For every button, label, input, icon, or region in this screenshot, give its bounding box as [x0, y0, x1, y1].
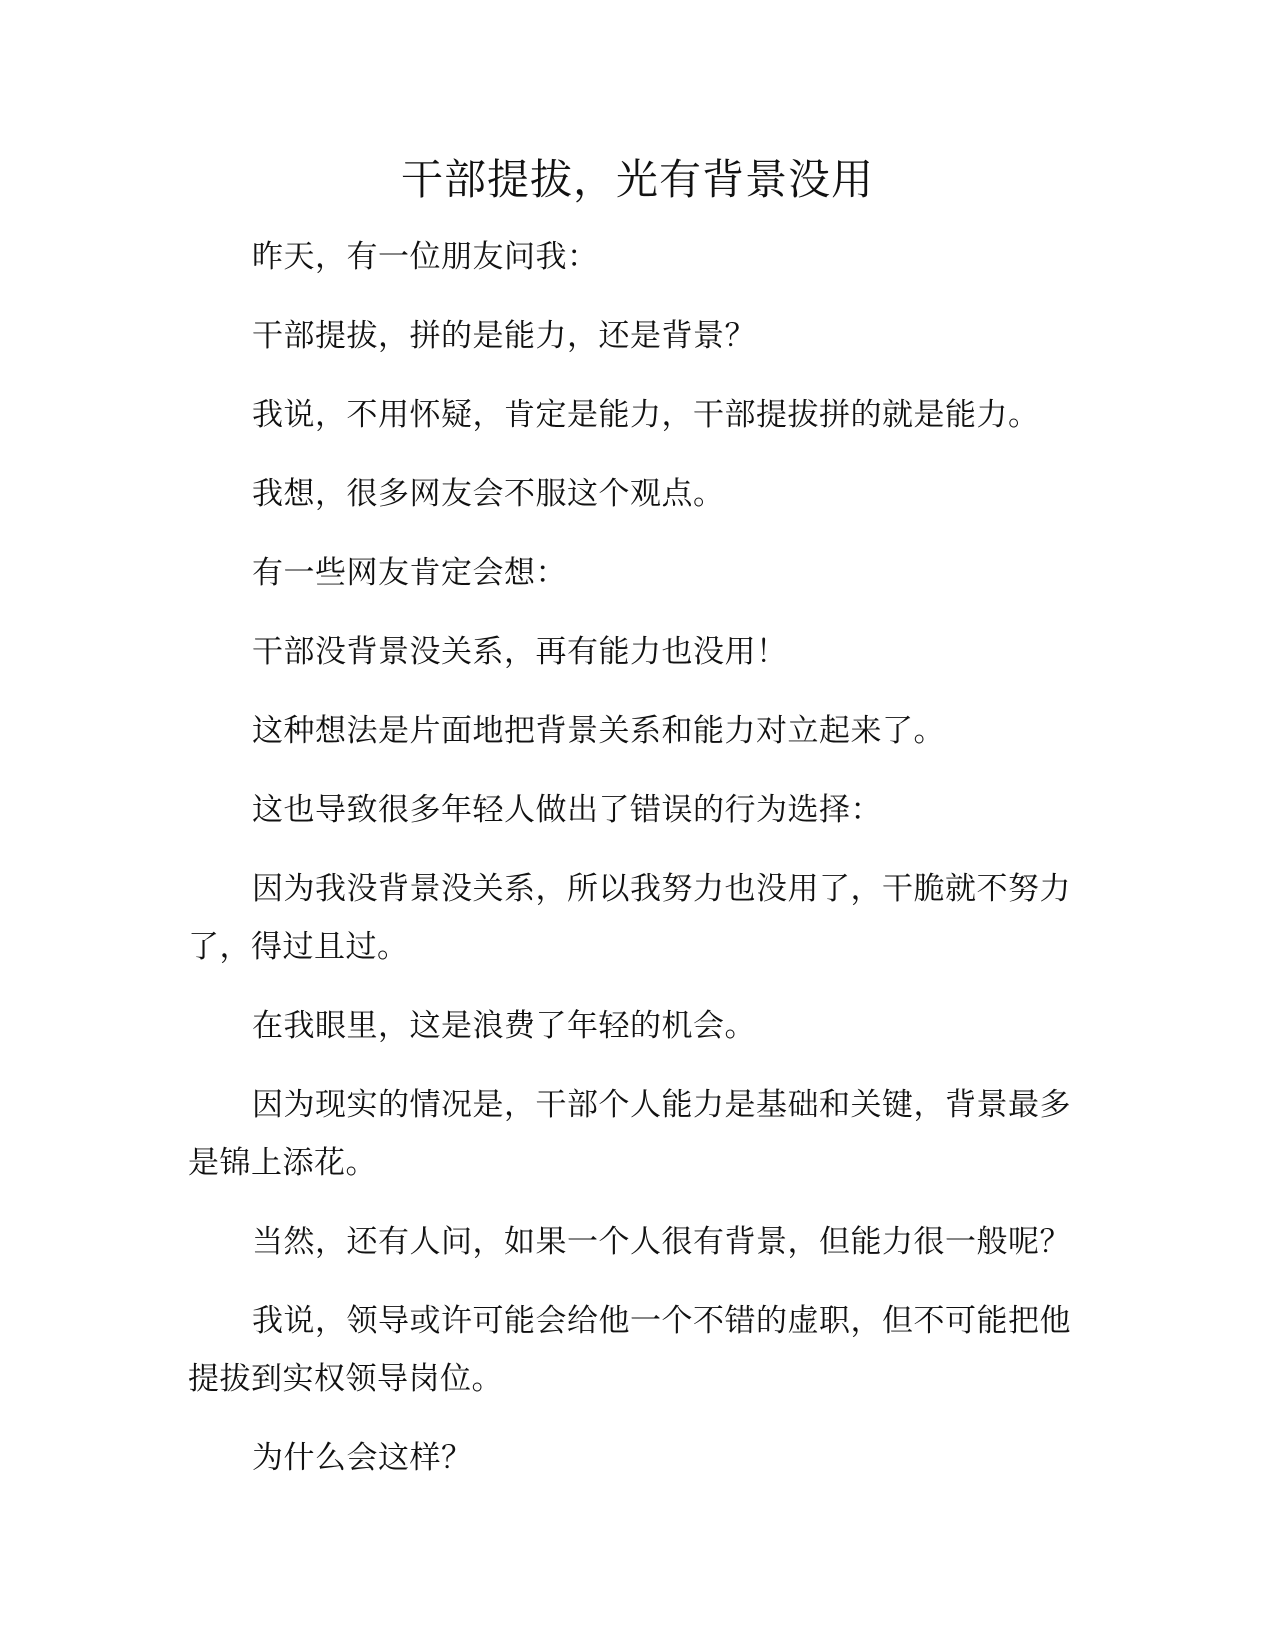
paragraph: 这种想法是片面地把背景关系和能力对立起来了。: [252, 713, 945, 749]
paragraph: 昨天，有一位朋友问我：: [252, 239, 599, 275]
paragraph: 有一些网友肯定会想：: [252, 555, 567, 591]
paragraph: 我想，很多网友会不服这个观点。: [252, 476, 725, 512]
paragraph: 这也导致很多年轻人做出了错误的行为选择：: [252, 792, 882, 828]
paragraph: 因为我没背景没关系，所以我努力也没用了，干脆就不努力了，得过且过。: [188, 871, 1071, 965]
paragraph: 我说，领导或许可能会给他一个不错的虚职，但不可能把他提拔到实权领导岗位。: [188, 1303, 1071, 1397]
document-body: [188, 228, 1088, 1508]
paragraph: 干部没背景没关系，再有能力也没用！: [252, 634, 788, 670]
document-title: 干部提拔，光有背景没用: [400, 155, 874, 204]
paragraph: 因为现实的情况是，干部个人能力是基础和关键，背景最多是锦上添花。: [188, 1087, 1071, 1181]
paragraph: 当然，还有人问，如果一个人很有背景，但能力很一般呢？: [252, 1224, 1071, 1260]
paragraph: 在我眼里，这是浪费了年轻的机会。: [252, 1008, 756, 1044]
paragraph: 我说，不用怀疑，肯定是能力，干部提拔拼的就是能力。: [252, 397, 1040, 433]
paragraph: 为什么会这样？: [252, 1440, 473, 1476]
paragraph: 干部提拔，拼的是能力，还是背景？: [252, 318, 756, 354]
